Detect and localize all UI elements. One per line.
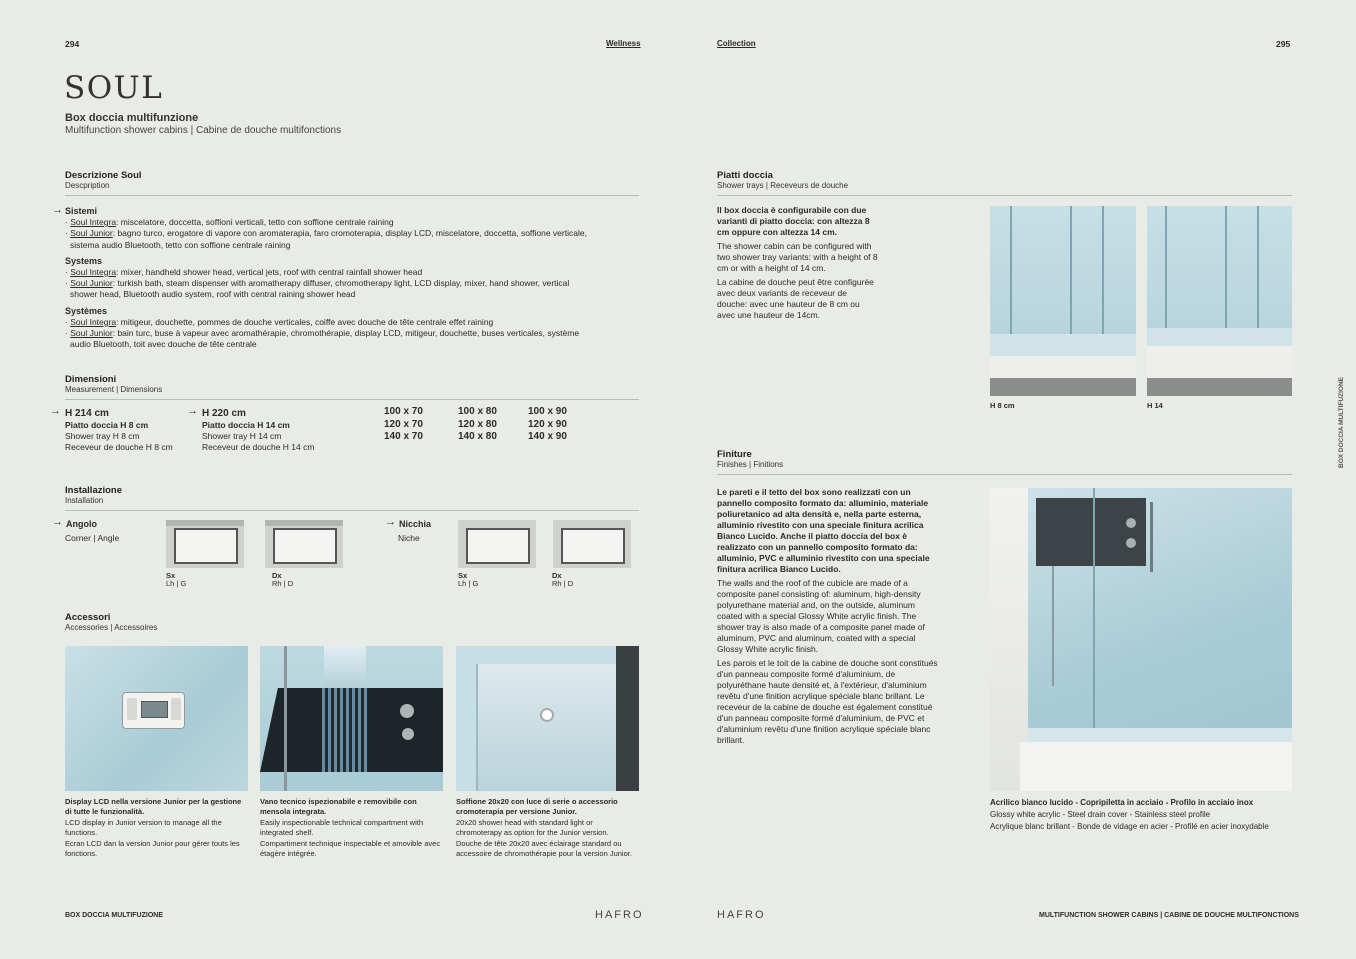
trays-text xyxy=(717,205,879,321)
schematic-angle-sx xyxy=(166,520,244,568)
schematic-niche-dx xyxy=(553,520,631,568)
schematic-niche-sx xyxy=(458,520,536,568)
dimension-variant-2 xyxy=(202,407,314,453)
arrow-right-icon: → xyxy=(50,405,61,417)
item-text: : turkish bath, steam dispenser with aromatherapy diffuser, chromotherapy light, LCD display, mixer, hand shower, vertical shower head, Bluetooth audio system, roof with central raining shower head xyxy=(70,278,570,300)
item-text: : miscelatore, doccetta, soffioni verticali, tetto con soffione centrale raining xyxy=(116,217,394,227)
trays-text-fr: La cabine de douche peut être configurée avec deux variants de receveur de douche: avec une hauteur de 8 cm ou avec une hauteur de 14cm. xyxy=(717,277,874,320)
schematic-label: Sx xyxy=(166,571,176,580)
divider xyxy=(65,195,639,196)
dimension-variant-1 xyxy=(65,407,173,453)
variant-tray-en: Shower tray H 8 cm xyxy=(65,431,140,441)
section-link-collection[interactable]: Collection xyxy=(717,39,756,48)
finishes-text xyxy=(717,487,942,746)
trays-subtitle: Shower trays | Receveurs de douche xyxy=(717,181,849,190)
size-value: 140 x 80 xyxy=(458,431,497,442)
finishes-title: Finiture xyxy=(717,449,752,460)
caption-fr: Douche de tête 20x20 avec éclairage standard ou accessoire de chromothérapie pour la version Junior. xyxy=(456,839,632,858)
finishes-text-en: The walls and the roof of the cubicle are made of a composite panel consisting of: aluminum, high-density polyurethane material and, on the outside, aluminum coated with a special Glossy White acrylic finish. The shower tray is also made of a composite panel made of aluminum, PVC and aluminum, coated with a special Glossy White acrylic finish. xyxy=(717,578,925,654)
finishes-caption xyxy=(990,797,1292,833)
tray-caption-2: H 14 xyxy=(1147,401,1163,410)
group-heading: Sistemi xyxy=(65,206,98,216)
trays-title: Piatti doccia xyxy=(717,170,773,181)
footer-left: BOX DOCCIA MULTIFUZIONE xyxy=(65,912,163,919)
schematic-label: Dx xyxy=(272,571,282,580)
list-item: · Soul Integra: mitigeur, douchette, pommes de douche verticales, coiffe avec douche de tête centrale effet raining xyxy=(65,316,494,327)
install-angle-translation: Corner | Angle xyxy=(65,533,120,543)
caption-en: Easily inspectionable technical compartment with integrated shelf. xyxy=(260,818,423,837)
arrow-right-icon: → xyxy=(385,516,396,528)
page-subtitle: Box doccia multifunzione xyxy=(65,112,199,124)
installation-subtitle: Installation xyxy=(65,496,104,505)
caption-it: Vano tecnico ispezionabile e removibile con mensola integrata. xyxy=(260,797,417,816)
list-item: · Soul Junior: bain turc, buse à vapeur avec aromathérapie, chromothérapie, display LCD, mitigeur, douchette, buses verticales, système audio Bluetooth, toit avec douche de tête centrale xyxy=(65,328,580,350)
page-title: SOUL xyxy=(64,70,164,106)
finishes-subtitle: Finishes | Finitions xyxy=(717,460,784,469)
trays-text-it: Il box doccia è configurabile con due varianti di piatto doccia: con altezza 8 cm oppure con altezza 14 cm. xyxy=(717,205,870,237)
finishes-text-fr: Les parois et le toit de la cabine de douche sont constitués d'un panneau composite formé d'aluminium, de polyuréthane haute densité et, à l'extérieur, d'aluminium revêtu d'une finition acrylique spéciale blanc brillant. Le receveur de la cabine de douche est également constitué d'un panneau composite formé d'aluminium, de PVC et d'aluminium revêtu d'une finition acrylique spéciale blanc brillant. xyxy=(717,658,938,745)
list-item: · Soul Junior: turkish bath, steam dispenser with aromatherapy diffuser, chromotherapy light, LCD display, mixer, hand shower, vertical shower head, Bluetooth audio system, roof with central raining shower head xyxy=(65,278,570,300)
variant-tray-it: Piatto doccia H 14 cm xyxy=(202,420,290,430)
group-heading: Systems xyxy=(65,255,103,266)
sizes-column-3 xyxy=(528,406,567,444)
accessory-caption-2 xyxy=(260,797,443,859)
tray-caption-1: H 8 cm xyxy=(990,401,1015,410)
list-item: · Soul Junior: bagno turco, erogatore di vapore con aromaterapia, faro cromoterapia, display LCD, miscelatore, doccetta, soffione verticale, sistema audio Bluetooth, tetto con soffione centrale raining xyxy=(65,228,587,250)
sizes-column-2 xyxy=(458,406,497,444)
size-value: 140 x 70 xyxy=(384,431,423,442)
trays-text-en: The shower cabin can be configured with two shower tray variants: with a height of 8 cm or with a height of 14 cm. xyxy=(717,241,878,273)
schematic-sublabel: Lh | G xyxy=(458,579,479,588)
accessories-subtitle: Accessories | Accessoires xyxy=(65,623,158,632)
accessories-title: Accessori xyxy=(65,612,111,623)
schematic-sublabel: Rh | D xyxy=(272,579,294,588)
tray-8cm-photo xyxy=(990,206,1136,396)
product-name: Soul Junior xyxy=(70,328,113,339)
tray-14cm-photo xyxy=(1147,206,1292,396)
shower-head-photo xyxy=(456,646,639,791)
divider xyxy=(717,195,1292,196)
install-niche-label: Nicchia xyxy=(399,519,432,529)
size-value: 120 x 70 xyxy=(384,418,423,430)
description-title: Descrizione Soul xyxy=(65,170,142,181)
variant-tray-fr: Receveur de douche H 8 cm xyxy=(65,442,173,452)
divider xyxy=(65,399,639,400)
size-value: 100 x 70 xyxy=(384,406,423,417)
schematic-sublabel: Lh | G xyxy=(166,579,187,588)
product-name: Soul Integra xyxy=(70,217,117,227)
product-name: Soul Junior xyxy=(70,278,113,289)
divider xyxy=(65,510,639,511)
caption-fr: Ecran LCD dan la version Junior pour gérer touts les fonctions. xyxy=(65,839,240,858)
accessory-caption-3 xyxy=(456,797,639,859)
footer-right: MULTIFUNCTION SHOWER CABINS | CABINE DE DOUCHE MULTIFONCTIONS xyxy=(1039,912,1299,919)
arrow-right-icon: → xyxy=(52,204,63,216)
group-heading: Systèmes xyxy=(65,305,108,316)
page-number-right: 295 xyxy=(1276,39,1291,49)
list-item: · Soul Integra: miscelatore, doccetta, soffioni verticali, tetto con soffione centrale raining xyxy=(65,217,394,227)
finishes-caption-it: Acrilico bianco lucido - Copripiletta in acciaio - Profilo in acciaio inox xyxy=(990,798,1254,807)
divider xyxy=(717,474,1292,475)
list-item: · Soul Integra: mixer, handheld shower head, vertical jets, roof with central rainfall shower head xyxy=(65,266,423,277)
item-text: : mitigeur, douchette, pommes de douche verticales, coiffe avec douche de tête centrale effet raining xyxy=(116,316,494,327)
product-name: Soul Junior xyxy=(70,228,113,239)
arrow-right-icon: → xyxy=(52,516,63,528)
caption-fr: Compartiment technique inspectable et amovible avec étagère intégrée. xyxy=(260,839,441,858)
finishes-caption-fr: Acrylique blanc brillant - Bonde de vidage en acier - Profilé en acier inoxydable xyxy=(990,822,1269,831)
caption-it: Soffione 20x20 con luce di serie o accessorio cromoterapia per versione Junior. xyxy=(456,797,618,816)
finishes-text-it: Le pareti e il tetto del box sono realizzati con un pannello composito formato da: alluminio, materiale poliuretanico ad alta densità e, nella parte esterna, alluminio rivestito con una speciale finitura acrilica Bianco Lucido. Anche il piatto doccia del box è realizzato con un pannello composito formato da: alluminio, PVC e alluminio rivestito con una speciale finitura acrilica Bianco Lucido. xyxy=(717,487,930,574)
lcd-display-photo xyxy=(65,646,248,791)
variant-height: H 214 cm xyxy=(65,408,109,419)
description-subtitle: Descpription xyxy=(65,181,110,190)
item-text: : bain turc, buse à vapeur avec aromathérapie, chromothérapie, display LCD, mitigeur, douchette, buses verticales, système audio Bluetooth, toit avec douche de tête centrale xyxy=(70,328,580,350)
variant-height: H 220 cm xyxy=(202,408,246,419)
installation-title: Installazione xyxy=(65,485,123,496)
caption-it: Display LCD nella versione Junior per la gestione di tutte le funzionalità. xyxy=(65,797,242,816)
size-value: 120 x 80 xyxy=(458,418,497,430)
install-angle-label: Angolo xyxy=(66,519,97,529)
size-value: 120 x 90 xyxy=(528,418,567,430)
caption-en: 20x20 shower head with standard light or chromoterapy as option for the Junior version. xyxy=(456,818,609,837)
schematic-sublabel: Rh | D xyxy=(552,579,574,588)
brand-logo: HAFRO xyxy=(595,909,644,921)
dimensions-subtitle: Measurement | Dimensions xyxy=(65,385,163,394)
caption-en: LCD display in Junior version to manage all the functions. xyxy=(65,818,222,837)
page-subtitle-translations: Multifunction shower cabins | Cabine de douche multifonctions xyxy=(65,125,342,136)
schematic-angle-dx xyxy=(265,520,343,568)
schematic-label: Sx xyxy=(458,571,468,580)
schematic-label: Dx xyxy=(552,571,562,580)
arrow-right-icon: → xyxy=(187,405,198,417)
page-number-left: 294 xyxy=(65,39,80,49)
variant-tray-en: Shower tray H 14 cm xyxy=(202,431,282,441)
item-text: : mixer, handheld shower head, vertical jets, roof with central rainfall shower head xyxy=(116,266,423,277)
product-name: Soul Integra xyxy=(70,266,117,277)
sizes-column-1 xyxy=(384,406,423,444)
section-link-wellness[interactable]: Wellness xyxy=(606,39,641,48)
brand-logo: HAFRO xyxy=(717,909,766,921)
accessory-caption-1 xyxy=(65,797,248,859)
install-niche-translation: Niche xyxy=(398,533,420,543)
dimensions-title: Dimensioni xyxy=(65,374,117,385)
description-groups xyxy=(65,206,590,351)
size-value: 100 x 90 xyxy=(528,406,567,417)
size-value: 140 x 90 xyxy=(528,431,567,442)
finishes-caption-en: Glossy white acrylic - Steel drain cover - Stainless steel profile xyxy=(990,810,1211,819)
item-text: : bagno turco, erogatore di vapore con aromaterapia, faro cromoterapia, display LCD, miscelatore, doccetta, soffione verticale, sistema audio Bluetooth, tetto con soffione centrale raining xyxy=(70,228,587,250)
side-vertical-label: BOX DOCCIA MULTIFUZIONE xyxy=(1338,377,1345,468)
size-value: 100 x 80 xyxy=(458,406,497,417)
product-name: Soul Integra xyxy=(70,316,117,327)
variant-tray-it: Piatto doccia H 8 cm xyxy=(65,420,149,430)
technical-compartment-photo xyxy=(260,646,443,791)
variant-tray-fr: Receveur de douche H 14 cm xyxy=(202,442,315,452)
shower-cabin-photo xyxy=(990,488,1292,791)
